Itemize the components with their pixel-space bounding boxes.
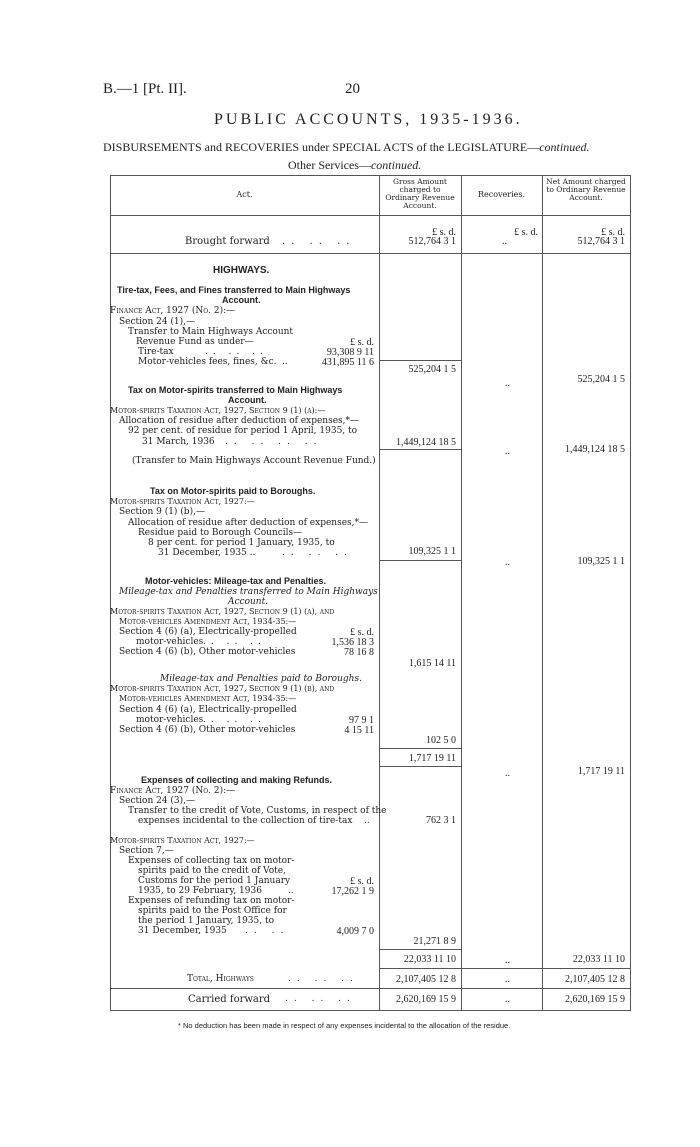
mileage-boroughs-act: Motor-spirits Taxation Act, 1927, Section 9 (1) (b), and bbox=[110, 684, 335, 693]
mileage-net: 1,717 19 11 bbox=[577, 766, 625, 777]
col-header-act: Act. bbox=[236, 190, 253, 199]
expenses-units: £ s. d. bbox=[350, 876, 374, 887]
dot-leader: .. .. .. .. bbox=[225, 437, 323, 447]
row-rule bbox=[379, 748, 462, 749]
mileage-s4a: Section 4 (6) (a), Electrically-propelled bbox=[119, 627, 297, 637]
dot-leader: .. .. .. bbox=[282, 236, 356, 247]
units-gross: £ s. d. bbox=[432, 227, 456, 238]
total-highways-label: Total, Highways bbox=[187, 974, 254, 984]
mileage-boroughs-sub: Mileage-tax and Penalties paid to Boroughs. bbox=[160, 674, 362, 684]
mileage-b4a: Section 4 (6) (a), Electrically-propelled bbox=[119, 705, 297, 715]
expenses-line2: expenses incidental to the collection of tire-tax bbox=[138, 816, 353, 826]
page-subtitle: DISBURSEMENTS and RECOVERIES under SPECIAL ACTS of the LEGISLATURE—continued. bbox=[103, 140, 590, 154]
expenses-e1: Expenses of collecting tax on motor- bbox=[128, 856, 295, 866]
expenses-r4: 31 December, 1935 bbox=[138, 926, 227, 936]
row-rule bbox=[379, 968, 631, 969]
tire-tax-title-cont: Account. bbox=[222, 295, 261, 305]
dot-leader: .. .. .. bbox=[203, 715, 266, 725]
motor-spirits-boroughs-gross: 109,325 1 1 bbox=[408, 546, 456, 557]
mileage-gross-total: 1,717 19 11 bbox=[408, 753, 456, 764]
tire-tax-net: 525,204 1 5 bbox=[577, 374, 625, 385]
tire-tax-value: 93,308 9 11 bbox=[326, 347, 374, 358]
tire-tax-label: Tire-tax bbox=[138, 347, 174, 357]
motor-spirits-boroughs-section: Section 9 (1) (b),— bbox=[119, 507, 205, 517]
total-highways-gross: 2,107,405 12 8 bbox=[396, 974, 456, 985]
motor-spirits-main-title: Tax on Motor-spirits transferred to Main Highways bbox=[128, 385, 343, 395]
motor-spirits-main-title-cont: Account. bbox=[228, 395, 267, 405]
table-left-border bbox=[110, 175, 111, 1011]
expenses-line1: Transfer to the credit of Vote, Customs, in respect of the bbox=[128, 806, 387, 816]
mileage-gross-2: 102 5 0 bbox=[426, 735, 456, 746]
dot-leader: .. bbox=[364, 816, 370, 826]
carried-forward-recoveries: .. bbox=[505, 994, 510, 1005]
expenses-e3: Customs for the period 1 January bbox=[138, 876, 291, 886]
tire-tax-units: £ s. d. bbox=[350, 337, 374, 348]
mileage-s4a-cont: motor-vehicles bbox=[136, 637, 204, 647]
motor-spirits-boroughs-act: Motor-spirits Taxation Act, 1927:— bbox=[110, 497, 255, 506]
table-top-rule bbox=[110, 175, 631, 176]
motor-spirits-boroughs-line1: Allocation of residue after deduction of expenses,*— bbox=[128, 518, 369, 528]
mileage-s4a-value: 1,536 18 3 bbox=[331, 637, 374, 648]
tire-tax-transfer-cont: Revenue Fund as under— bbox=[136, 337, 254, 347]
mileage-act: Motor-spirits Taxation Act, 1927, Section 9 (1) (a), and bbox=[110, 607, 335, 616]
brought-forward-net: 512,764 3 1 bbox=[577, 236, 625, 247]
mileage-sub-cont: Account. bbox=[228, 597, 269, 607]
dot-leader: .. bbox=[288, 886, 294, 896]
table-bottom-rule bbox=[110, 1010, 631, 1011]
mileage-b4b-value: 4 15 11 bbox=[344, 725, 374, 736]
page-number: 20 bbox=[345, 81, 360, 97]
carried-forward-label: Carried forward bbox=[188, 994, 271, 1005]
motor-spirits-main-line3: 31 March, 1936 bbox=[142, 437, 215, 447]
brought-forward-recoveries: .. bbox=[502, 236, 507, 247]
column-rule-gross bbox=[379, 175, 380, 1011]
tire-tax-transfer: Transfer to Main Highways Account bbox=[128, 327, 294, 337]
motor-spirits-main-line1: Allocation of residue after deduction of expenses,*— bbox=[119, 416, 360, 426]
dot-leader: .. .. .. bbox=[205, 347, 268, 357]
mv-fees-label: Motor-vehicles fees, fines, &c. bbox=[138, 357, 277, 367]
motor-spirits-boroughs-line4: 31 December, 1935 .. bbox=[158, 548, 256, 558]
table-header-rule bbox=[110, 215, 631, 216]
row-rule bbox=[379, 766, 462, 767]
units-recoveries: £ s. d. bbox=[514, 227, 538, 238]
total-highways-recoveries: .. bbox=[505, 974, 510, 985]
motor-spirits-main-net: 1,449,124 18 5 bbox=[565, 444, 625, 455]
dot-leader: .. .. bbox=[245, 926, 290, 936]
motor-spirits-main-recoveries: .. bbox=[505, 446, 510, 457]
expenses-net: 22,033 11 10 bbox=[572, 954, 625, 965]
col-header-net: Net Amount charged to Ordinary Revenue Account. bbox=[546, 177, 626, 202]
section-title: Other Services—continued. bbox=[288, 158, 422, 172]
document-reference: B.—1 [Pt. II]. bbox=[103, 81, 187, 97]
expenses-recoveries: .. bbox=[505, 955, 510, 966]
expenses-section: Section 24 (3),— bbox=[119, 796, 196, 806]
expenses-e-value: 17,262 1 9 bbox=[331, 886, 374, 897]
row-rule bbox=[379, 949, 462, 950]
mv-fees-value: 431,895 11 6 bbox=[321, 357, 374, 368]
total-rule bbox=[110, 988, 631, 989]
mileage-sub: Mileage-tax and Penalties transferred to Main Highways bbox=[119, 587, 378, 597]
expenses-r1: Expenses of refunding tax on motor- bbox=[128, 896, 295, 906]
column-rule-recoveries bbox=[461, 175, 462, 1011]
mileage-act-cont: Motor-vehicles Amendment Act, 1934-35:— bbox=[119, 617, 297, 626]
table-right-border bbox=[630, 175, 631, 1011]
mileage-s4b: Section 4 (6) (b), Other motor-vehicles bbox=[119, 647, 296, 657]
row-rule bbox=[379, 560, 462, 561]
col-header-gross: Gross Amount charged to Ordinary Revenue Account. bbox=[385, 177, 455, 210]
motor-spirits-boroughs-recoveries: .. bbox=[505, 557, 510, 568]
mileage-boroughs-act-cont: Motor-vehicles Amendment Act, 1934-35:— bbox=[119, 694, 297, 703]
highways-heading: HIGHWAYS. bbox=[213, 265, 270, 276]
expenses-e2: spirits paid to the credit of Vote, bbox=[138, 866, 286, 876]
expenses-r2: spirits paid to the Post Office for bbox=[138, 906, 287, 916]
brought-forward-label: Brought forward bbox=[185, 236, 270, 247]
footnote: * No deduction has been made in respect of any expenses incidental to the allocation of the residue. bbox=[178, 1021, 511, 1030]
expenses-act: Finance Act, 1927 (No. 2):— bbox=[110, 786, 236, 796]
expenses-gross-2: 21,271 8 9 bbox=[413, 936, 456, 947]
column-rule-net bbox=[542, 175, 543, 1011]
motor-spirits-boroughs-net: 109,325 1 1 bbox=[577, 556, 625, 567]
tire-tax-act: Finance Act, 1927 (No. 2):— bbox=[110, 306, 236, 316]
expenses-gross-1: 762 3 1 bbox=[426, 815, 456, 826]
tire-tax-gross: 525,204 1 5 bbox=[408, 364, 456, 375]
expenses-section-2: Section 7,— bbox=[119, 846, 174, 856]
expenses-r-value: 4,009 7 0 bbox=[336, 926, 374, 937]
expenses-e4: 1935, to 29 February, 1936 bbox=[138, 886, 262, 896]
motor-spirits-main-line2: 92 per cent. of residue for period 1 April, 1935, to bbox=[128, 426, 358, 436]
row-rule bbox=[379, 449, 462, 450]
motor-spirits-main-gross: 1,449,124 18 5 bbox=[396, 437, 456, 448]
col-header-recoveries: Recoveries. bbox=[477, 190, 526, 199]
mileage-title: Motor-vehicles: Mileage-tax and Penalties. bbox=[145, 576, 327, 586]
tire-tax-recoveries: .. bbox=[505, 378, 510, 389]
total-highways-net: 2,107,405 12 8 bbox=[565, 974, 625, 985]
dot-leader: .. .. .. bbox=[285, 994, 356, 1004]
mileage-gross-1: 1,615 14 11 bbox=[408, 658, 456, 669]
mileage-recoveries: .. bbox=[505, 768, 510, 779]
motor-spirits-boroughs-title: Tax on Motor-spirits paid to Boroughs. bbox=[150, 486, 316, 496]
dot-leader: .. .. .. bbox=[282, 548, 353, 558]
dot-leader: .. bbox=[282, 357, 288, 367]
carried-forward-net: 2,620,169 15 9 bbox=[565, 994, 625, 1005]
page-title: PUBLIC ACCOUNTS, 1935-1936. bbox=[214, 111, 523, 128]
expenses-title: Expenses of collecting and making Refunds. bbox=[141, 775, 333, 785]
motor-spirits-boroughs-line2: Residue paid to Borough Councils— bbox=[138, 528, 303, 538]
mileage-s4b-value: 78 16 8 bbox=[344, 647, 374, 658]
row-rule bbox=[379, 360, 462, 361]
expenses-r3: the period 1 January, 1935, to bbox=[138, 916, 275, 926]
expenses-gross-total: 22,033 11 10 bbox=[403, 954, 456, 965]
motor-spirits-main-note: (Transfer to Main Highways Account Revenue Fund.) bbox=[132, 456, 376, 466]
mileage-b4b: Section 4 (6) (b), Other motor-vehicles bbox=[119, 725, 296, 735]
mileage-b4a-cont: motor-vehicles bbox=[136, 715, 204, 725]
units-net: £ s. d. bbox=[601, 227, 625, 238]
expenses-act-2: Motor-spirits Taxation Act, 1927:— bbox=[110, 836, 255, 845]
tire-tax-title: Tire-tax, Fees, and Fines transferred to Main Highways bbox=[117, 285, 351, 295]
tire-tax-section: Section 24 (1),— bbox=[119, 317, 196, 327]
brought-forward-gross: 512,764 3 1 bbox=[408, 236, 456, 247]
carried-forward-gross: 2,620,169 15 9 bbox=[396, 994, 456, 1005]
dot-leader: .. .. .. bbox=[288, 974, 359, 984]
motor-spirits-boroughs-line3: 8 per cent. for period 1 January, 1935, to bbox=[148, 538, 335, 548]
mileage-units: £ s. d. bbox=[350, 627, 374, 638]
mileage-b4a-value: 97 9 1 bbox=[349, 715, 374, 726]
brought-forward-rule bbox=[110, 253, 631, 254]
dot-leader: .. .. .. bbox=[203, 637, 266, 647]
motor-spirits-main-act: Motor-spirits Taxation Act, 1927, Section 9 (1) (a):— bbox=[110, 406, 326, 415]
